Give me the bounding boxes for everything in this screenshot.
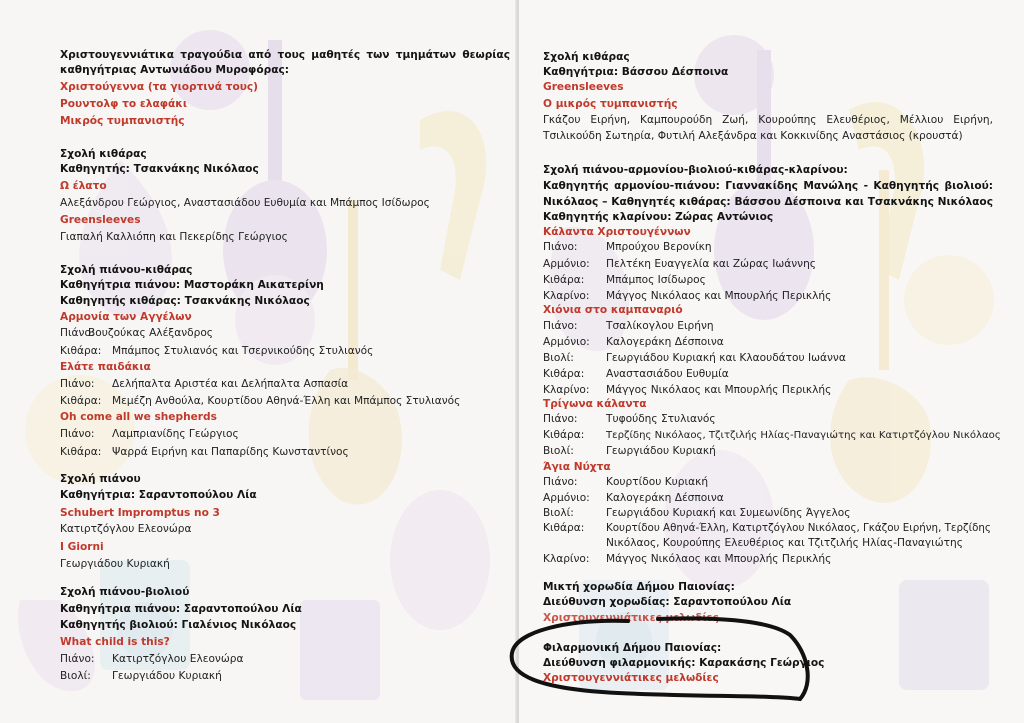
section-heading: Σχολή κιθάρας	[543, 51, 630, 63]
instrument-label: Πιάνο:	[60, 327, 95, 339]
performer-row	[543, 319, 993, 334]
song-title: Χριστουγεννιάτικες μελωδίες	[543, 672, 719, 684]
instrument-label: Πιάνο:	[543, 413, 578, 425]
performers-line: Τσιλικούδη Σωτηρία, Φυτιλή Αλεξάνδρα και Κοκκινίδης Αναστάσιος (κρουστά)	[543, 130, 963, 142]
section-heading: Μικτή χορωδία Δήμου Παιονίας:	[543, 581, 735, 593]
instrument-label: Κιθάρα:	[543, 274, 585, 286]
teacher-line: Νικόλαος – Καθηγητές κιθάρας: Βάσσου Δέσποινα και Τσακνάκης Νικόλαος	[543, 196, 993, 208]
teacher-line: Καθηγητής αρμονίου-πιάνου: Γιαννακίδης Μανώλης - Καθηγητής βιολιού:	[543, 180, 993, 192]
performers-line: Γκάζου Ειρήνη, Καμπουρούδη Ζωή, Κουρούπης Ελευθέριος, Μέλλιου Ειρήνη,	[543, 114, 993, 126]
performer-row	[543, 351, 993, 366]
instrument-label: Αρμόνιο:	[543, 258, 590, 270]
performers-line: Κατιρτζόγλου Ελεονώρα	[60, 523, 192, 535]
song-title: Ω έλατο	[60, 180, 107, 192]
performer-names: Γεωργιάδου Κυριακή	[112, 670, 222, 682]
song-title: Άγια Νύχτα	[543, 461, 611, 473]
song-title: What child is this?	[60, 636, 170, 648]
performer-names: Δελήπαλτα Αριστέα και Δελήπαλτα Ασπασία	[112, 378, 349, 390]
instrument-label: Κιθάρα:	[60, 446, 102, 458]
instrument-label: Πιάνο:	[60, 653, 95, 665]
performer-names: Τσαλίκογλου Ειρήνη	[606, 320, 714, 332]
instrument-label: Κιθάρα:	[543, 522, 585, 534]
performer-row	[543, 383, 993, 398]
section-heading: Σχολή πιάνου-βιολιού	[60, 586, 190, 598]
performer-row	[543, 521, 993, 536]
song-title: Greensleeves	[543, 81, 624, 93]
performer-names: Κουρτίδου Κυριακή	[606, 476, 709, 488]
performer-names: Λαμπριανίδης Γεώργιος	[112, 428, 239, 440]
performer-names: Τερζίδης Νικόλαος, Τζιτζιλής Ηλίας-Παναγιώτης και Κατιρτζόγλου Νικόλαος	[606, 430, 1001, 441]
instrument-label: Κιθάρα:	[543, 429, 585, 441]
performer-names: Μπρούχου Βερονίκη	[606, 241, 712, 253]
song-title: Χιόνια στο καμπαναριό	[543, 304, 683, 316]
song-title: I Giorni	[60, 541, 104, 553]
teacher-line: Καθηγητής κιθάρας: Τσακνάκης Νικόλαος	[60, 295, 310, 307]
performer-row	[543, 552, 993, 567]
performer-row	[543, 335, 993, 350]
director-line: Διεύθυνση φιλαρμονικής: Καρακάσης Γεώργιος	[543, 657, 825, 669]
instrument-label: Βιολί:	[543, 507, 574, 519]
section-heading: Σχολή πιάνου-κιθάρας	[60, 264, 193, 276]
performer-names: Μάγγος Νικόλαος και Μπουρλής Περικλής	[606, 384, 832, 396]
performer-row	[543, 273, 993, 288]
song-title: Schubert Impromptus no 3	[60, 507, 220, 519]
song-title: Μικρός τυμπανιστής	[60, 115, 185, 127]
intro-line: καθηγήτριας Αντωνιάδου Μυροφόρας:	[60, 64, 290, 76]
intro-line: Χριστουγεννιάτικα τραγούδια από τους μαθητές των τμημάτων θεωρίας	[60, 49, 510, 61]
song-title: Ελάτε παιδάκια	[60, 361, 151, 373]
performer-row	[543, 428, 1001, 443]
performer-names: Γεωργιάδου Κυριακή	[606, 445, 716, 457]
instrument-label: Κλαρίνο:	[543, 384, 590, 396]
performer-names: Μεμέζη Ανθούλα, Κουρτίδου Αθηνά-Έλλη και Μπάμπος Στυλιανός	[112, 395, 461, 407]
instrument-label: Βιολί:	[60, 670, 91, 682]
performers-line: Γεωργιάδου Κυριακή	[60, 558, 170, 570]
teacher-line: Καθηγήτρια πιάνου: Μαστοράκη Αικατερίνη	[60, 279, 324, 291]
instrument-label: Πιάνο:	[543, 241, 578, 253]
performer-names-continued: Νικόλαος, Κουρούπης Ελευθέριος και Τζιτζιλής Ηλίας-Παναγιώτης	[606, 537, 963, 549]
instrument-label: Αρμόνιο:	[543, 336, 590, 348]
teacher-line: Καθηγήτρια: Σαραντοπούλου Λία	[60, 489, 257, 501]
performer-names: Βουζούκας Αλέξανδρος	[88, 327, 214, 339]
instrument-label: Βιολί:	[543, 352, 574, 364]
performer-row	[543, 257, 993, 272]
performer-names: Καλογεράκη Δέσποινα	[606, 336, 724, 348]
performer-row	[543, 506, 993, 521]
teacher-line: Καθηγητής κλαρίνου: Ζώρας Αντώνιος	[543, 211, 774, 223]
section-heading: Σχολή πιάνου	[60, 473, 141, 485]
song-title: Greensleeves	[60, 214, 141, 226]
performer-row	[543, 475, 993, 490]
song-title: Κάλαντα Χριστουγέννων	[543, 226, 691, 238]
instrument-label: Αρμόνιο:	[543, 492, 590, 504]
song-title: Τρίγωνα κάλαντα	[543, 398, 647, 410]
performer-names: Μάγγος Νικόλαος και Μπουρλής Περικλής	[606, 553, 832, 565]
performer-names: Κατιρτζόγλου Ελεονώρα	[112, 653, 244, 665]
section-heading: Σχολή πιάνου-αρμονίου-βιολιού-κιθάρας-κλαρίνου:	[543, 164, 848, 176]
instrument-label: Κλαρίνο:	[543, 553, 590, 565]
song-title: Χριστούγεννα (τα γιορτινά τους)	[60, 81, 258, 93]
teacher-line: Καθηγητής: Τσακνάκης Νικόλαος	[60, 163, 259, 175]
song-title: Ο μικρός τυμπανιστής	[543, 98, 678, 110]
instrument-label: Πιάνο:	[543, 476, 578, 488]
performer-names: Τυφούδης Στυλιανός	[606, 413, 716, 425]
performers-line: Αλεξάνδρου Γεώργιος, Αναστασιάδου Ευθυμία και Μπάμπος Ισίδωρος	[60, 197, 430, 209]
song-title: Χριστουγεννιάτικες μελωδίες	[543, 612, 719, 624]
performer-names: Μπάμπος Ισίδωρος	[606, 274, 706, 286]
performer-names: Γεωργιάδου Κυριακή και Συμεωνίδης Άγγελος	[606, 507, 851, 519]
performer-names: Μάγγος Νικόλαος και Μπουρλής Περικλής	[606, 290, 832, 302]
performer-names: Γεωργιάδου Κυριακή και Κλαουδάτου Ιωάννα	[606, 352, 846, 364]
performer-names: Αναστασιάδου Ευθυμία	[606, 368, 729, 380]
performer-row	[543, 367, 993, 382]
performer-row	[543, 444, 993, 459]
section-heading: Φιλαρμονική Δήμου Παιονίας:	[543, 642, 722, 654]
performers-line: Γιαπαλή Καλλιόπη και Πεκερίδης Γεώργιος	[60, 231, 288, 243]
instrument-label: Κιθάρα:	[543, 368, 585, 380]
song-title: Ρουντολφ το ελαφάκι	[60, 98, 187, 110]
performer-names: Ψαρρά Ειρήνη και Παπαρίδης Κωνσταντίνος	[112, 446, 349, 458]
teacher-line: Καθηγητής βιολιού: Γιαλένιος Νικόλαος	[60, 619, 297, 631]
performer-row	[543, 491, 993, 506]
performer-names: Καλογεράκη Δέσποινα	[606, 492, 724, 504]
teacher-line: Καθηγήτρια πιάνου: Σαραντοπούλου Λία	[60, 603, 302, 615]
instrument-label: Πιάνο:	[543, 320, 578, 332]
song-title: Αρμονία των Αγγέλων	[60, 311, 192, 323]
instrument-label: Κιθάρα:	[60, 395, 102, 407]
instrument-label: Πιάνο:	[60, 428, 95, 440]
performer-row	[543, 289, 993, 304]
performer-row	[543, 240, 993, 255]
performer-names: Μπάμπος Στυλιανός και Τσερνικούδης Στυλιανός	[112, 345, 374, 357]
hand-drawn-circle-annotation	[508, 613, 814, 701]
instrument-label: Πιάνο:	[60, 378, 95, 390]
director-line: Διεύθυνση χορωδίας: Σαραντοπούλου Λία	[543, 596, 792, 608]
song-title: Oh come all we shepherds	[60, 411, 217, 423]
teacher-line: Καθηγήτρια: Βάσσου Δέσποινα	[543, 66, 729, 78]
section-heading: Σχολή κιθάρας	[60, 148, 147, 160]
instrument-label: Κιθάρα:	[60, 345, 102, 357]
performer-row	[543, 412, 993, 427]
performer-names: Κουρτίδου Αθηνά-Έλλη, Κατιρτζόγλου Νικόλαος, Γκάζου Ειρήνη, Τερζίδης	[606, 522, 991, 534]
instrument-label: Βιολί:	[543, 445, 574, 457]
performer-names: Πελτέκη Ευαγγελία και Ζώρας Ιωάννης	[606, 258, 817, 270]
instrument-label: Κλαρίνο:	[543, 290, 590, 302]
